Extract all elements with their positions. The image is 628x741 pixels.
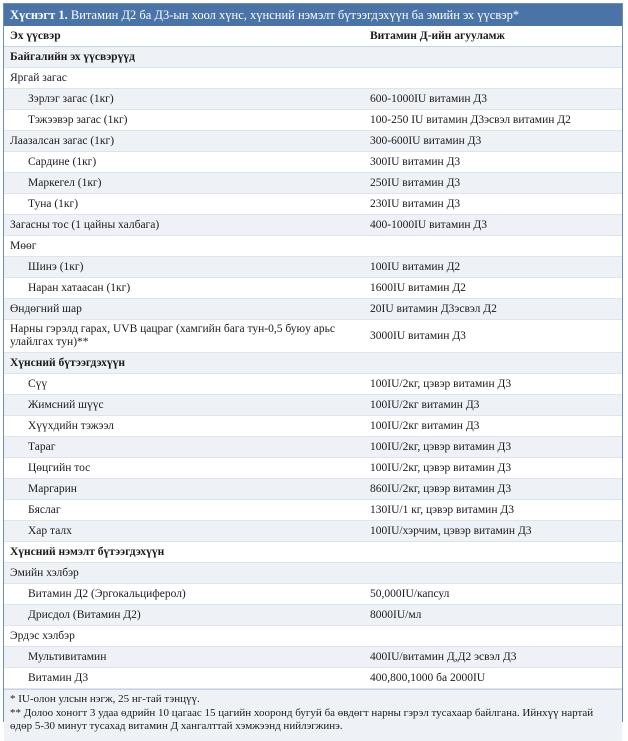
footnote: * IU-олон улсын нэгж, 25 нг-тай тэнцүү.: [10, 693, 200, 705]
table-row: [4, 416, 622, 437]
source-cell: Маргарин: [4, 479, 364, 500]
content-cell: 100IU витамин Д2: [364, 257, 622, 278]
source-cell: Эрдэс хэлбэр: [4, 626, 364, 647]
source-cell: Яргай загас: [4, 68, 364, 89]
content-cell: 3000IU витамин Д3: [364, 320, 622, 353]
table-row: [4, 278, 622, 299]
source-cell: Витамин Д2 (Эргокальциферол): [4, 584, 364, 605]
table-row: [4, 299, 622, 320]
source-cell: Байгалийн эх үүсвэрүүд: [4, 47, 364, 68]
content-cell: 100IU/2кг, цэвэр витамин Д3: [364, 374, 622, 395]
content-cell: [364, 47, 622, 68]
table-row: [4, 500, 622, 521]
source-cell: Тараг: [4, 437, 364, 458]
source-cell: Загасны тос (1 цайны халбага): [4, 215, 364, 236]
table-row: [4, 605, 622, 626]
source-cell: Эмийн хэлбэр: [4, 563, 364, 584]
content-cell: 50,000IU/капсул: [364, 584, 622, 605]
source-cell: Дрисдол (Витамин Д2): [4, 605, 364, 626]
table-row: [4, 479, 622, 500]
table-row: [4, 374, 622, 395]
table-row: [4, 236, 622, 257]
content-cell: 100IU/2кг, цэвэр витамин Д3: [364, 458, 622, 479]
content-cell: 300-600IU витамин Д3: [364, 131, 622, 152]
content-cell: 400-1000IU витамин Д3: [364, 215, 622, 236]
table-header-row: [4, 26, 622, 47]
source-cell: Жимсний шүүс: [4, 395, 364, 416]
section-row: [4, 542, 622, 563]
content-cell: 250IU витамин Д3: [364, 173, 622, 194]
column-header-source: Эх үүсвэр: [4, 26, 364, 47]
column-header-content: Витамин Д-ийн агууламж: [364, 26, 622, 47]
source-cell: Сүү: [4, 374, 364, 395]
source-cell: Сардине (1кг): [4, 152, 364, 173]
source-cell: Цөцгийн тос: [4, 458, 364, 479]
table-row: [4, 668, 622, 689]
table-row: [4, 458, 622, 479]
content-cell: 230IU витамин Д3: [364, 194, 622, 215]
table-row: [4, 395, 622, 416]
vitamin-d-table: [4, 26, 622, 689]
content-cell: [364, 542, 622, 563]
content-cell: 400IU/витамин Д,Д2 эсвэл Д3: [364, 647, 622, 668]
table-row: [4, 521, 622, 542]
content-cell: 400,800,1000 ба 2000IU: [364, 668, 622, 689]
table-row: [4, 68, 622, 89]
source-cell: Витамин Д3: [4, 668, 364, 689]
content-cell: 100-250 IU витамин Д3эсвэл витамин Д2: [364, 110, 622, 131]
content-cell: [364, 563, 622, 584]
table-title-label: Хүснэгт 1.: [10, 8, 68, 22]
source-cell: Хүнсний нэмэлт бүтээгдэхүүн: [4, 542, 364, 563]
table-row: [4, 152, 622, 173]
table-row: [4, 131, 622, 152]
content-cell: [364, 626, 622, 647]
table-row: [4, 626, 622, 647]
source-cell: Мультивитамин: [4, 647, 364, 668]
table-row: [4, 257, 622, 278]
content-cell: 860IU/2кг, цэвэр витамин Д3: [364, 479, 622, 500]
section-row: [4, 47, 622, 68]
source-cell: Өндөгний шар: [4, 299, 364, 320]
content-cell: 8000IU/мл: [364, 605, 622, 626]
source-cell: Туна (1кг): [4, 194, 364, 215]
table-row: [4, 584, 622, 605]
source-cell: Тэжээвэр загас (1кг): [4, 110, 364, 131]
source-cell: Наран хатаасан (1кг): [4, 278, 364, 299]
footnotes: [4, 689, 622, 741]
table-row: [4, 647, 622, 668]
source-cell: Нарны гэрэлд гарах, UVB цацраг (хамгийн бага тун-0,5 буюу арьс улайлгах тун)**: [4, 320, 364, 353]
source-cell: Зэрлэг загас (1кг): [4, 89, 364, 110]
section-row: [4, 353, 622, 374]
table-row: [4, 194, 622, 215]
source-cell: Хүүхдийн тэжээл: [4, 416, 364, 437]
table-row: [4, 563, 622, 584]
content-cell: 100IU/хэрчим, цэвэр витамин Д3: [364, 521, 622, 542]
table-row: [4, 215, 622, 236]
source-cell: Мөөг: [4, 236, 364, 257]
source-cell: Лаазалсан загас (1кг): [4, 131, 364, 152]
table-row: [4, 437, 622, 458]
content-cell: 20IU витамин Д3эсвэл Д2: [364, 299, 622, 320]
table-body: [4, 47, 622, 689]
table-title: [4, 4, 622, 26]
table-frame: [3, 3, 623, 732]
source-cell: Шинэ (1кг): [4, 257, 364, 278]
table-row: [4, 173, 622, 194]
content-cell: [364, 236, 622, 257]
content-cell: 600-1000IU витамин Д3: [364, 89, 622, 110]
content-cell: [364, 68, 622, 89]
source-cell: Хар талх: [4, 521, 364, 542]
content-cell: [364, 353, 622, 374]
source-cell: Хүнсний бүтээгдэхүүн: [4, 353, 364, 374]
table-title-text: Витамин Д2 ба Д3-ын хоол хүнс, хүнсний нэмэлт бүтээгдэхүүн ба эмийн эх үүсвэр*: [70, 8, 520, 22]
content-cell: 300IU витамин Д3: [364, 152, 622, 173]
table-row: [4, 320, 622, 353]
content-cell: 100IU/2кг витамин Д3: [364, 395, 622, 416]
content-cell: 100IU/2кг витамин Д3: [364, 416, 622, 437]
source-cell: Бяслаг: [4, 500, 364, 521]
table-row: [4, 89, 622, 110]
content-cell: 130IU/1 кг, цэвэр витамин Д3: [364, 500, 622, 521]
content-cell: 100IU/2кг, цэвэр витамин Д3: [364, 437, 622, 458]
table-row: [4, 110, 622, 131]
source-cell: Маркегел (1кг): [4, 173, 364, 194]
footnote: ** Долоо хоногт 3 удаа өдрийн 10 цагаас 15 цагийн хооронд бугуй ба өвдөгт нарны гэрэл тусахаар байлгана. Ийнхүү нартай өдөр 5-30 минут тусахад витамин Д хангалттай хэмжээнд нийлэгжинэ.: [10, 706, 594, 732]
content-cell: 1600IU витамин Д2: [364, 278, 622, 299]
